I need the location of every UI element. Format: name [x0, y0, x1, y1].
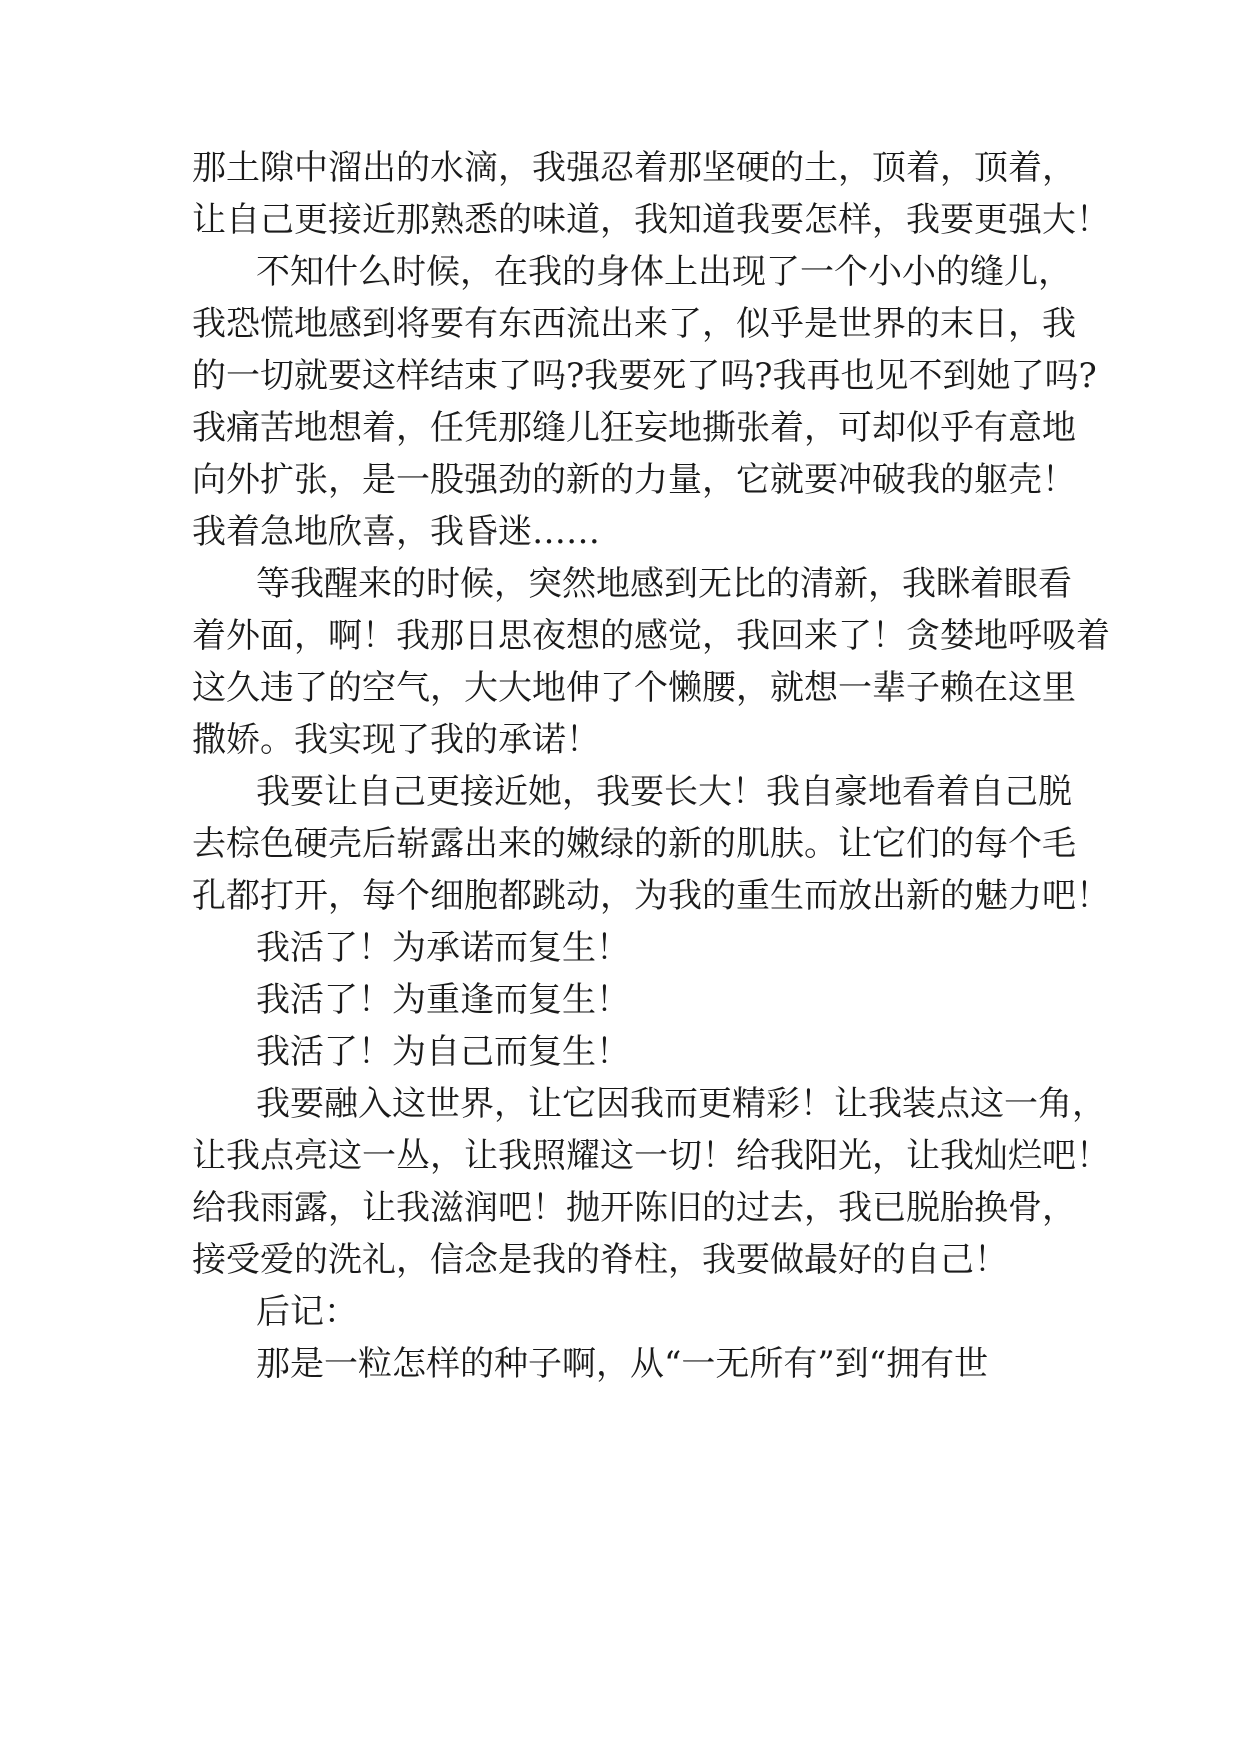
- text-line: 我恐慌地感到将要有东西流出来了，似乎是世界的末日，我: [192, 304, 1076, 344]
- text-line: 的一切就要这样结束了吗?我要死了吗?我再也见不到她了吗?: [192, 356, 1097, 396]
- text-line: 这久违了的空气，大大地伸了个懒腰，就想一辈子赖在这里: [192, 668, 1076, 708]
- text-line: 我要让自己更接近她，我要长大！我自豪地看着自己脱: [256, 772, 1072, 812]
- text-line: 着外面，啊！我那日思夜想的感觉，我回来了！贪婪地呼吸着: [192, 616, 1110, 656]
- text-line: 我活了！为自己而复生！: [256, 1032, 630, 1072]
- text-line: 让我点亮这一丛，让我照耀这一切！给我阳光，让我灿烂吧！: [192, 1136, 1110, 1176]
- text-line: 那是一粒怎样的种子啊，从“一无所有”到“拥有世: [256, 1344, 989, 1384]
- text-line: 撒娇。我实现了我的承诺！: [192, 720, 600, 760]
- text-line: 去棕色硬壳后崭露出来的嫩绿的新的肌肤。让它们的每个毛: [192, 824, 1076, 864]
- text-line: 接受爱的洗礼，信念是我的脊柱，我要做最好的自己！: [192, 1240, 1008, 1280]
- text-line: 孔都打开，每个细胞都跳动，为我的重生而放出新的魅力吧！: [192, 876, 1110, 916]
- text-line: 等我醒来的时候，突然地感到无比的清新，我眯着眼看: [256, 564, 1072, 604]
- text-line: 让自己更接近那熟悉的味道，我知道我要怎样，我要更强大！: [192, 200, 1110, 240]
- text-line: 后记：: [256, 1292, 358, 1332]
- text-line: 给我雨露，让我滋润吧！抛开陈旧的过去，我已脱胎换骨，: [192, 1188, 1076, 1228]
- text-line: 我要融入这世界，让它因我而更精彩！让我装点这一角，: [256, 1084, 1106, 1124]
- text-line: 我活了！为承诺而复生！: [256, 928, 630, 968]
- text-line: 我着急地欣喜，我昏迷……: [192, 512, 600, 552]
- text-line: 我活了！为重逢而复生！: [256, 980, 630, 1020]
- text-line: 向外扩张，是一股强劲的新的力量，它就要冲破我的躯壳！: [192, 460, 1076, 500]
- text-line: 我痛苦地想着，任凭那缝儿狂妄地撕张着，可却似乎有意地: [192, 408, 1076, 448]
- text-line: 那土隙中溜出的水滴，我强忍着那坚硬的土，顶着，顶着，: [192, 148, 1076, 188]
- text-line: 不知什么时候，在我的身体上出现了一个小小的缝儿，: [256, 252, 1072, 292]
